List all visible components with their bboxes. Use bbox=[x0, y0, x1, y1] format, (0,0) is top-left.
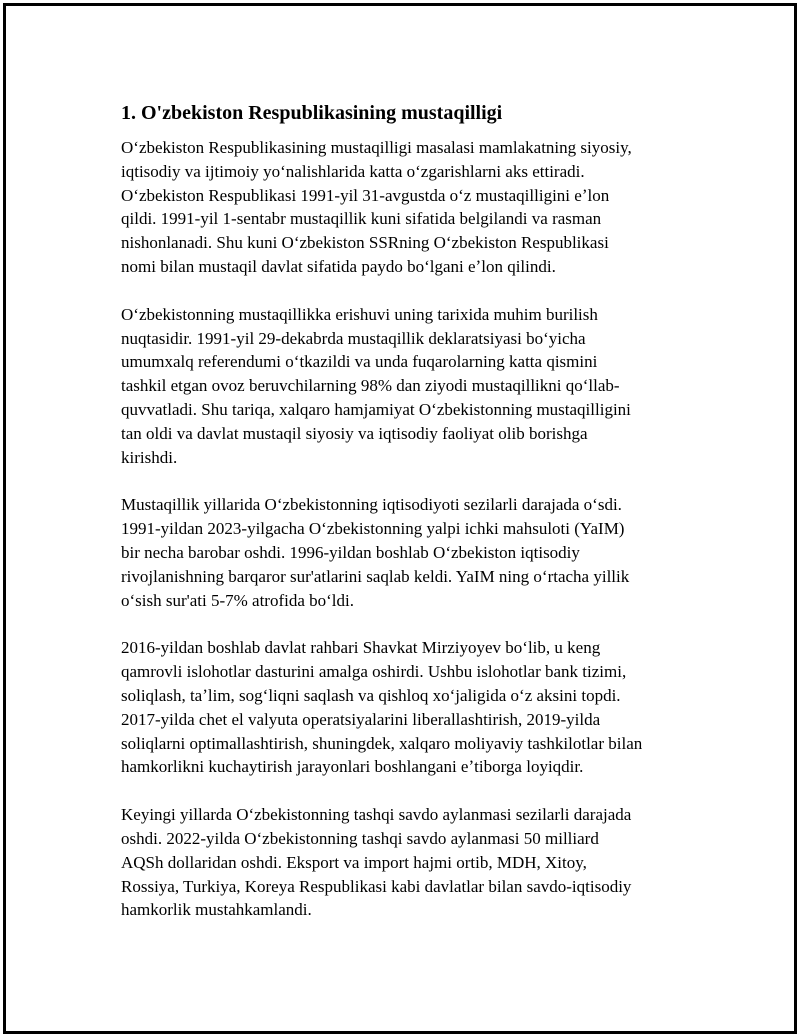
paragraph-line: iqtisodiy va ijtimoiy yoʻnalishlarida katta oʻzgarishlarni aks ettiradi. bbox=[121, 161, 585, 181]
paragraph-line: Keyingi yillarda Oʻzbekistonning tashqi savdo aylanmasi sezilarli darajada bbox=[121, 805, 632, 825]
paragraph bbox=[121, 493, 681, 612]
paragraph-line: Oʻzbekiston Respublikasining mustaqilligi masalasi mamlakatning siyosiy, bbox=[121, 138, 632, 157]
section-title: 1. O'zbekiston Respublikasining mustaqilligi bbox=[121, 102, 503, 124]
paragraph-line: nuqtasidir. 1991-yil 29-dekabrda mustaqillik deklaratsiyasi boʻyicha bbox=[121, 328, 586, 348]
paragraph-line: 2017-yilda chet el valyuta operatsiyalarini liberallashtirish, 2019-yilda bbox=[121, 709, 601, 729]
paragraph-line: hamkorlik mustahkamlandi. bbox=[121, 900, 312, 920]
paragraph-line: tashkil etgan ovoz beruvchilarning 98% dan ziyodi mustaqillikni qoʻllab- bbox=[121, 376, 620, 396]
paragraph-line: rivojlanishning barqaror sur'atlarini saqlab keldi. YaIM ning oʻrtacha yillik bbox=[121, 566, 630, 586]
paragraph-line: soliqlash, taʼlim, sogʻliqni saqlash va qishloq xoʻjaligida oʻz aksini topdi. bbox=[121, 685, 621, 705]
paragraph bbox=[121, 303, 681, 470]
paragraph-line: qildi. 1991-yil 1-sentabr mustaqillik kuni sifatida belgilandi va rasman bbox=[121, 209, 602, 229]
paragraph-line: tan oldi va davlat mustaqil siyosiy va iqtisodiy faoliyat olib borishga bbox=[121, 423, 588, 443]
paragraph-line: Oʻzbekistonning mustaqillikka erishuvi uning tarixida muhim burilish bbox=[121, 304, 598, 324]
paragraph-line: Oʻzbekiston Respublikasi 1991-yil 31-avgustda oʻz mustaqilligini eʼlon bbox=[121, 185, 610, 205]
paragraph-line: oshdi. 2022-yilda Oʻzbekistonning tashqi savdo aylanmasi 50 milliard bbox=[121, 828, 599, 848]
paragraph-list bbox=[121, 136, 681, 922]
paragraph-line: AQSh dollaridan oshdi. Eksport va import hajmi ortib, MDH, Xitoy, bbox=[121, 852, 587, 872]
paragraph bbox=[121, 803, 681, 922]
paragraph-line: 2016-yildan boshlab davlat rahbari Shavkat Mirziyoyev boʻlib, u keng bbox=[121, 638, 601, 658]
paragraph-line: soliqlarni optimallashtirish, shuningdek, xalqaro moliyaviy tashkilotlar bilan bbox=[121, 733, 643, 753]
page-frame bbox=[3, 3, 797, 1034]
paragraph-line: bir necha barobar oshdi. 1996-yildan boshlab Oʻzbekiston iqtisodiy bbox=[121, 542, 580, 562]
paragraph-line: nishonlanadi. Shu kuni Oʻzbekiston SSRning Oʻzbekiston Respublikasi bbox=[121, 233, 609, 253]
paragraph-line: 1991-yildan 2023-yilgacha Oʻzbekistonning yalpi ichki mahsuloti (YaIM) bbox=[121, 519, 625, 539]
paragraph-line: hamkorlikni kuchaytirish jarayonlari boshlangani eʼtiborga loyiqdir. bbox=[121, 757, 584, 777]
paragraph-line: kirishdi. bbox=[121, 447, 178, 467]
paragraph-line: quvvatladi. Shu tariqa, xalqaro hamjamiyat Oʻzbekistonning mustaqilligini bbox=[121, 399, 631, 419]
document-body bbox=[121, 100, 681, 946]
paragraph-line: qamrovli islohotlar dasturini amalga oshirdi. Ushbu islohotlar bank tizimi, bbox=[121, 662, 627, 682]
paragraph-line: Rossiya, Turkiya, Koreya Respublikasi kabi davlatlar bilan savdo-iqtisodiy bbox=[121, 876, 632, 896]
paragraph bbox=[121, 136, 681, 279]
paragraph-line: oʻsish sur'ati 5-7% atrofida boʻldi. bbox=[121, 590, 354, 610]
paragraph-line: Mustaqillik yillarida Oʻzbekistonning iqtisodiyoti sezilarli darajada oʻsdi. bbox=[121, 495, 622, 515]
paragraph-line: umumxalq referendumi oʻtkazildi va unda fuqarolarning katta qismini bbox=[121, 352, 598, 372]
paragraph bbox=[121, 636, 681, 779]
paragraph-line: nomi bilan mustaqil davlat sifatida paydo boʻlgani eʼlon qilindi. bbox=[121, 256, 556, 276]
